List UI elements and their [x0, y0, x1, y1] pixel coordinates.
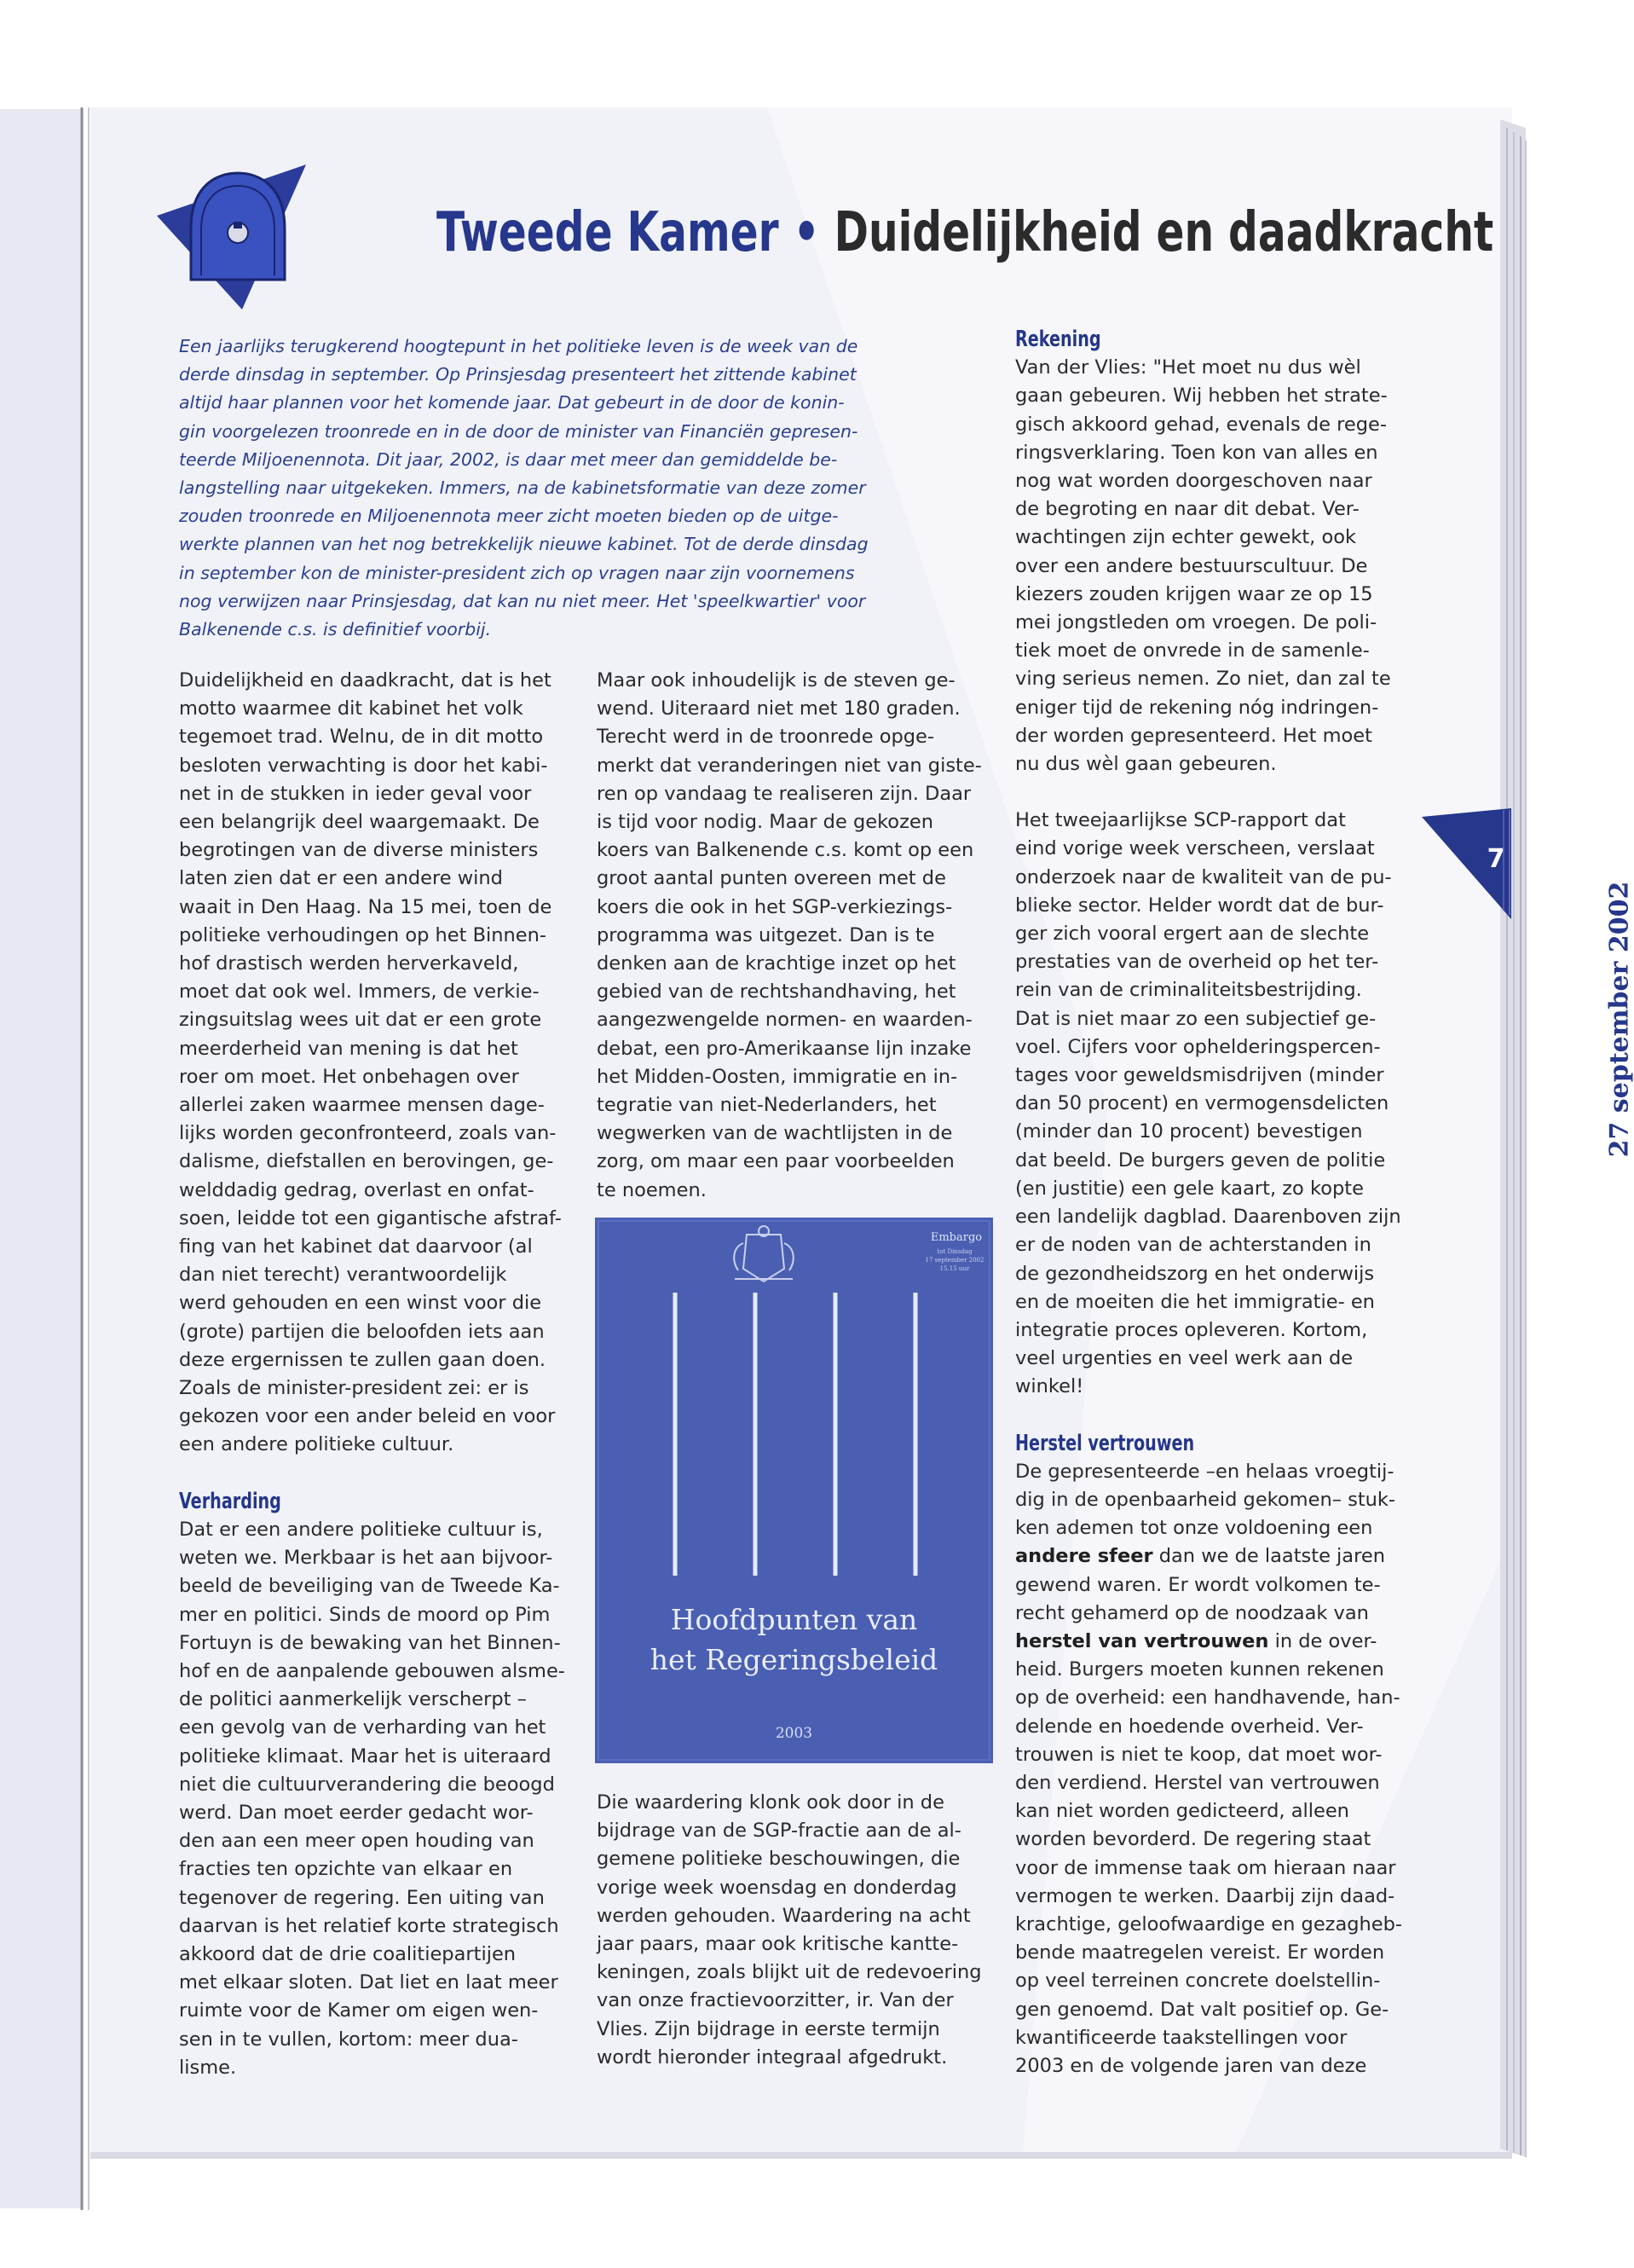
column-1-body-line: moet dat ook wel. Immers, de verkie-	[179, 981, 540, 1004]
emphasis-herstel-van-vertrouwen: herstel van vertrouwen	[1015, 1629, 1269, 1652]
rekening-body-line: mei jongstleden om vroegen. De poli-	[1015, 611, 1377, 634]
column-2-body-line: zorg, om maar een paar voorbeelden	[597, 1150, 955, 1173]
column-2-body-line: Die waardering klonk ook door in de	[597, 1791, 944, 1814]
magazine-page	[92, 109, 1634, 2151]
heading-herstel-vertrouwen: Herstel vertrouwen	[1015, 1430, 1195, 1456]
scp-body-line: en de moeiten die het immigratie- en	[1015, 1290, 1375, 1313]
scp-body-line: (minder dan 10 procent) bevestigen	[1015, 1120, 1363, 1143]
column-1-body-line: besloten verwachting is door het kabi-	[179, 754, 548, 777]
column-3	[1015, 326, 1402, 2080]
verharding-body-line: werd. Dan moet eerder gedacht wor-	[179, 1801, 534, 1824]
herstel-body-line: vermogen te werken. Daarbij zijn daad-	[1015, 1884, 1395, 1907]
column-2-body-line: Maar ook inhoudelijk is de steven ge-	[597, 669, 956, 691]
intro-line: nog verwijzen naar Prinsjesdag, dat kan nu niet meer. Het 'speelkwartier' voor	[179, 590, 866, 611]
verharding-body-line: daarvan is het relatief korte strategisch	[179, 1914, 559, 1937]
column-1-body-line: soen, leidde tot een gigantische afstraf-	[179, 1206, 562, 1229]
scp-body-line: dat beeld. De burgers geven de politie	[1015, 1148, 1386, 1172]
herstel-body-line: krachtige, geloofwaardige en gezagheb-	[1015, 1912, 1403, 1935]
cover-image-hoofdpunten	[595, 1218, 993, 1763]
rekening-body-line: der worden gepresenteerd. Het moet	[1015, 724, 1372, 747]
rekening-body-line: de begroting en naar dit debat. Ver-	[1015, 498, 1360, 521]
column-2-body-line: ren op vandaag te realiseren zijn. Daar	[597, 782, 972, 805]
intro-line: Balkenende c.s. is definitief voorbij.	[179, 619, 492, 640]
column-1-body-line: roer om moet. Het onbehagen over	[179, 1065, 519, 1088]
column-2-bottom	[597, 1789, 982, 2072]
column-1-body-line: zingsuitslag wees uit dat er een grote	[179, 1009, 542, 1032]
column-2-body-line: aangezwengelde normen- en waarden-	[597, 1009, 973, 1032]
rekening-body-line: ving serieus nemen. Zo niet, dan zal te	[1015, 668, 1391, 691]
herstel-body-line: dig in de openbaarheid gekomen– stuk-	[1015, 1488, 1396, 1511]
line-tail-2: in de over-	[1268, 1629, 1377, 1652]
column-2-body-line: tegratie van niet-Nederlanders, het	[597, 1094, 937, 1117]
column-1-body-line: een andere politieke cultuur.	[179, 1433, 454, 1456]
scp-body-line: Het tweejaarlijkse SCP-rapport dat	[1015, 809, 1346, 832]
scp-body-line: integratie proces opleveren. Kortom,	[1015, 1318, 1368, 1341]
verharding-body-line: ruimte voor de Kamer om eigen wen-	[179, 1999, 539, 2022]
column-1-body-line: net in de stukken in ieder geval voor	[179, 782, 532, 805]
column-2-body-line: wordt hieronder integraal afgedrukt.	[597, 2045, 948, 2068]
rekening-body-line: tiek moet de onvrede in de samenle-	[1015, 639, 1370, 662]
scp-body-line: er de noden van de achterstanden in	[1015, 1234, 1371, 1257]
column-1-body-line: waait in Den Haag. Na 15 mei, toen de	[179, 895, 552, 918]
body-line-bold-1	[1015, 1542, 1402, 1571]
scp-body-line: rein van de criminaliteitsbestrijding.	[1015, 979, 1362, 1002]
verharding-body-line: akkoord dat de drie coalitiepartijen	[179, 1942, 517, 1965]
column-1-body-line: Duidelijkheid en daadkracht, dat is het	[179, 669, 551, 691]
verharding-body-line: met elkaar sloten. Dat liet en laat meer	[179, 1971, 558, 1994]
column-1	[179, 667, 565, 2082]
column-1-body-line: hof drastisch werden herverkaveld,	[179, 952, 519, 975]
intro-line: teerde Miljoenennota. Dit jaar, 2002, is daar met meer dan gemiddelde be-	[179, 448, 838, 470]
verharding-body-line: mer en politici. Sinds de moord op Pim	[179, 1603, 551, 1626]
herstel-body-line: kwantificeerde taakstellingen voor	[1015, 2026, 1348, 2049]
title-part-1: Tweede Kamer	[436, 201, 779, 264]
scp-body-line: onderzoek naar de kwaliteit van de pu-	[1015, 865, 1392, 888]
column-1-body-line: motto waarmee dit kabinet het volk	[179, 697, 523, 720]
verharding-body-line: weten we. Merkbaar is het aan bijvoor-	[179, 1547, 553, 1570]
herstel-body-line: trouwen is niet te koop, dat moet wor-	[1015, 1743, 1383, 1766]
intro-line: langstelling naar uitgekeken. Immers, na de kabinetsformatie van deze zomer	[179, 477, 866, 499]
herstel-body-line: ken ademen tot onze voldoening een	[1015, 1517, 1373, 1540]
herstel-body-line: worden bevorderd. De regering staat	[1015, 1828, 1371, 1851]
column-2-body-line: wegwerken van de wachtlijsten in de	[597, 1122, 953, 1145]
verharding-body-line: Dat er een andere politieke cultuur is,	[179, 1518, 543, 1541]
verharding-body-line: fracties ten opzichte van elkaar en	[179, 1858, 513, 1881]
rekening-body-line: nog wat worden doorgeschoven naar	[1015, 470, 1372, 493]
verharding-body-line: een gevolg van de verharding van het	[179, 1716, 546, 1739]
rekening-body-line: nu dus wèl gaan gebeuren.	[1015, 753, 1277, 776]
column-2-body-line: koers van Balkenende c.s. komt op een	[597, 839, 974, 862]
rekening-body-line: gaan gebeuren. Wij hebben het strate-	[1015, 385, 1388, 408]
verharding-body-line: niet die cultuurverandering die beoogd	[179, 1773, 555, 1796]
column-1-body-line: fing van het kabinet dat daarvoor (al	[179, 1235, 533, 1258]
cover-embargo-label: Embargo	[930, 1231, 983, 1244]
herstel-body-line: kan niet worden gedicteerd, alleen	[1015, 1800, 1349, 1823]
column-2-body-line: denken aan de krachtige inzet op het	[597, 952, 956, 975]
intro-line: derde dinsdag in september. Op Prinsjesdag presenteert het zittende kabinet	[179, 364, 857, 385]
column-2-body-line: van onze fractievoorzitter, ir. Van der	[597, 1989, 954, 2012]
intro-line: Een jaarlijks terugkerend hoogtepunt in het politieke leven is de week van de	[179, 336, 858, 356]
column-2-body-line: gebied van de rechtshandhaving, het	[597, 981, 956, 1004]
column-2-body-line: vorige week woensdag en donderdag	[597, 1876, 957, 1899]
scp-body-line: Dat is niet maar zo een subjectief ge-	[1015, 1007, 1377, 1030]
scp-body-line: blieke sector. Helder wordt dat de bur-	[1015, 894, 1384, 917]
intro-line: werkte plannen van het nog betrekkelijk nieuwe kabinet. Tot de derde dinsdag	[179, 534, 869, 555]
rekening-body-line: over een andere bestuurscultuur. De	[1015, 554, 1368, 577]
scp-body-line: eind vorige week verscheen, verslaat	[1015, 837, 1375, 860]
column-2-body-line: merkt dat veranderingen niet van giste-	[597, 754, 982, 777]
column-2-body-line: wend. Uiteraard niet met 180 graden.	[597, 697, 961, 720]
body-line-bold-2	[1015, 1628, 1402, 1656]
herstel-body-line: heid. Burgers moeten kunnen rekenen	[1015, 1658, 1384, 1681]
column-2-body-line: keningen, zoals blijkt uit de redevoering	[597, 1961, 982, 1984]
scp-body-line: dan 50 procent) en vermogensdelicten	[1015, 1092, 1389, 1115]
herstel-body-line: op de overheid: een handhavende, han-	[1015, 1687, 1400, 1710]
scp-body-line: winkel!	[1015, 1375, 1084, 1398]
rekening-body-line: eniger tijd de rekening nóg indringen-	[1015, 696, 1379, 719]
emphasis-andere-sfeer: andere sfeer	[1015, 1545, 1153, 1568]
column-1-body-line: deze ergernissen te zullen gaan doen.	[179, 1348, 546, 1371]
heading-verharding: Verharding	[179, 1488, 281, 1514]
cover-small-print: tot Dinsdag 17 september 2002 15.15 uur	[925, 1248, 984, 1272]
column-1-body-line: welddadig gedrag, overlast en onfat-	[179, 1178, 534, 1201]
column-2-top	[597, 667, 982, 1205]
verharding-body-line: beeld de beveiliging van de Tweede Ka-	[179, 1575, 560, 1598]
scp-body-line: prestaties van de overheid op het ter-	[1015, 951, 1379, 974]
column-1-body-line: politieke verhoudingen op het Binnen-	[179, 923, 547, 946]
rekening-body-line: kiezers zouden krijgen waar ze op 15	[1015, 582, 1373, 605]
verharding-body-line: tegenover de regering. Een uiting van	[179, 1886, 545, 1909]
column-2-body-line: jaar paars, maar ook kritische kantte-	[597, 1933, 959, 1956]
column-2-body-line: het Midden-Oosten, immigratie en in-	[597, 1065, 958, 1088]
herstel-body-line: recht gehamerd op de noodzaak van	[1015, 1601, 1369, 1624]
column-1-body-line: Zoals de minister-president zei: er is	[179, 1377, 529, 1400]
verharding-body-line: den aan een meer open houding van	[179, 1830, 534, 1853]
scp-body-line: de gezondheidszorg en het onderwijs	[1015, 1262, 1375, 1285]
herstel-body-line: delende en hoedende overheid. Ver-	[1015, 1715, 1364, 1738]
column-2-body-line: te noemen.	[597, 1178, 707, 1201]
scp-body-line: veel urgenties en veel werk aan de	[1015, 1347, 1354, 1370]
herstel-body-line: 2003 en de volgende jaren van deze	[1015, 2054, 1367, 2077]
herstel-body-line: op veel terreinen concrete doelstellin-	[1015, 1970, 1381, 1993]
herstel-body-line: bende maatregelen vereist. Er worden	[1015, 1941, 1385, 1964]
intro-line: zouden troonrede en Miljoenennota meer zicht moeten bieden op de uitge-	[179, 506, 839, 527]
column-1-body-line: laten zien dat er een andere wind	[179, 867, 503, 890]
page-title	[436, 194, 1493, 271]
title-part-2: Duidelijkheid en daadkracht	[834, 201, 1494, 264]
herstel-body-line: gen genoemd. Dat valt positief op. Ge-	[1015, 1998, 1389, 2021]
herstel-body-line: gewend waren. Er wordt volkomen te-	[1015, 1573, 1381, 1596]
column-1-body-line: dalisme, diefstallen en berovingen, ge-	[179, 1150, 554, 1173]
column-2-body-line: werden gehouden. Waardering na acht	[597, 1904, 971, 1927]
intro-line: in september kon de minister-president zich op vragen naar zijn voornemens	[179, 562, 855, 583]
herstel-body-line: den verdiend. Herstel van vertrouwen	[1015, 1771, 1380, 1794]
rekening-body-line: wachtingen zijn echter gewekt, ook	[1015, 526, 1357, 549]
cover-title-line-1: Hoofdpunten van	[670, 1603, 918, 1636]
column-2-body-line: koers die ook in het SGP-verkiezings-	[597, 895, 953, 918]
column-1-body-line: lijks worden geconfronteerd, zoals van-	[179, 1122, 557, 1145]
column-2-body-line: is tijd voor nodig. Maar de gekozen	[597, 811, 933, 834]
line-tail-1: dan we de laatste jaren	[1152, 1545, 1385, 1568]
column-2-body-line: debat, een pro-Amerikaanse lijn inzake	[597, 1037, 972, 1060]
verharding-body-line: Fortuyn is de bewaking van het Binnen-	[179, 1631, 561, 1654]
intro-line: altijd haar plannen voor het komende jaar. Dat gebeurt in de door de konin-	[179, 392, 845, 414]
verharding-body-line: hof en de aanpalende gebouwen alsme-	[179, 1659, 565, 1682]
column-1-body-line: meerderheid van mening is dat het	[179, 1037, 518, 1060]
column-2-body-line: Terecht werd in de troonrede opge-	[597, 726, 934, 749]
intro-line: gin voorgelezen troonrede en in de door de minister van Financiën gepresen-	[179, 420, 858, 442]
rekening-body-line: ringsverklaring. Toen kon van alles en	[1015, 441, 1378, 464]
page-number: 7	[1487, 844, 1505, 874]
intro-paragraph	[179, 333, 869, 644]
cover-decoration	[595, 1218, 993, 1763]
title-separator: •	[793, 201, 820, 264]
column-1-body-line: werd gehouden en een winst voor die	[179, 1292, 542, 1315]
cover-year: 2003	[775, 1725, 813, 1742]
rekening-body-line: gisch akkoord gehad, evenals de rege-	[1015, 413, 1387, 436]
column-2-body-line: groot aantal punten overeen met de	[597, 867, 946, 890]
herstel-body-line: De gepresenteerde –en helaas vroegtij-	[1015, 1460, 1394, 1483]
verharding-body-line: sen in te vullen, kortom: meer dua-	[179, 2028, 518, 2051]
scp-body-line: tages voor geweldsmisdrijven (minder	[1015, 1064, 1384, 1087]
verharding-body-line: politieke klimaat. Maar het is uiteraard	[179, 1744, 551, 1768]
column-1-body-line: tegemoet trad. Welnu, de in dit motto	[179, 726, 544, 749]
verharding-body-line: de politici aanmerkelijk verscherpt –	[179, 1688, 527, 1711]
column-2-body-line: gemene politieke beschouwingen, die	[597, 1848, 961, 1871]
scp-body-line: ger zich vooral ergert aan de slechte	[1015, 923, 1370, 946]
column-1-body-line: allerlei zaken waarmee mensen dage-	[179, 1094, 545, 1117]
column-1-body-line: dan niet terecht) verantwoordelijk	[179, 1264, 507, 1287]
column-1-body-line: (grote) partijen die beloofden iets aan	[179, 1320, 545, 1343]
cover-title-line-2: het Regeringsbeleid	[650, 1643, 938, 1676]
scp-body-line: (en justitie) een gele kaart, zo kopte	[1015, 1177, 1364, 1200]
column-2-body-line: bijdrage van de SGP-fractie aan de al-	[597, 1820, 961, 1843]
parliament-logo	[157, 135, 310, 314]
column-1-body-line: gekozen voor een ander beleid en voor	[179, 1405, 556, 1428]
rekening-body-line: Van der Vlies: "Het moet nu dus wèl	[1015, 356, 1361, 379]
column-2-body-line: programma was uitgezet. Dan is te	[597, 923, 935, 946]
scp-body-line: voel. Cijfers voor ophelderingspercen-	[1015, 1035, 1381, 1058]
issue-date: 27 september 2002	[1604, 881, 1634, 1158]
herstel-body-line: voor de immense taak om hieraan naar	[1015, 1856, 1396, 1879]
column-2-body-line: Vlies. Zijn bijdrage in eerste termijn	[597, 2017, 940, 2040]
heading-rekening: Rekening	[1015, 327, 1101, 352]
column-1-body-line: begrotingen van de diverse ministers	[179, 839, 539, 862]
verharding-body-line: lisme.	[179, 2056, 237, 2079]
column-1-body-line: een belangrijk deel waargemaakt. De	[179, 811, 540, 834]
scp-body-line: een landelijk dagblad. Daarenboven zijn	[1015, 1206, 1401, 1229]
